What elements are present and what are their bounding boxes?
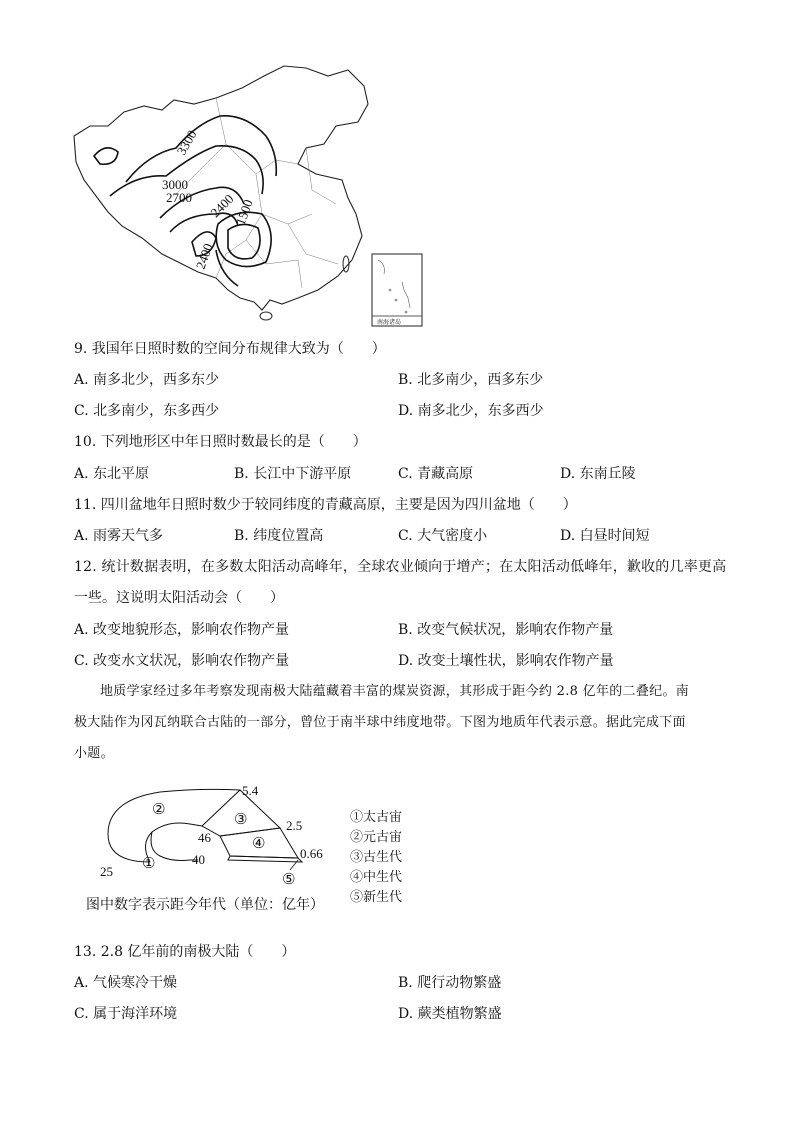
q9-option-a[interactable]: A. 南多北少，西多东少 — [74, 372, 220, 388]
isoline-label-1500: 1500 — [232, 197, 256, 228]
hainan-island — [260, 312, 272, 320]
q11-stem: 11. 四川盆地年日照时数少于较同纬度的青藏高原，主要是因为四川盆地（ ） — [74, 497, 577, 513]
q10-stem: 10. 下列地形区中年日照时数最长的是（ ） — [74, 434, 367, 450]
time-25: 25 — [100, 864, 113, 879]
inset-label: 南海诸岛 — [377, 319, 402, 326]
q13-option-a[interactable]: A. 气候寒冷干燥 — [74, 975, 178, 991]
legend-proterozoic: ②元古宙 — [350, 830, 403, 845]
legend-paleozoic: ③古生代 — [350, 850, 403, 865]
section-mark-3: ③ — [234, 810, 248, 828]
time-46: 46 — [198, 830, 211, 845]
q12-option-a[interactable]: A. 改变地貌形态，影响农作物产量 — [74, 622, 290, 638]
q9-option-b[interactable]: B. 北多南少，西多东少 — [398, 372, 544, 388]
legend-cenozoic: ⑤新生代 — [350, 890, 403, 905]
q10-option-d[interactable]: D. 东南丘陵 — [560, 466, 636, 482]
section-mark-4: ④ — [252, 834, 266, 852]
china-sunshine-map — [66, 64, 432, 330]
passage-line-3: 小题。 — [74, 746, 114, 761]
geologic-time-diagram — [90, 780, 340, 890]
time-2-5: 2.5 — [286, 818, 303, 833]
band-cenozoic — [228, 856, 302, 862]
time-40: 40 — [192, 852, 205, 867]
q12-option-d[interactable]: D. 改变土壤性状，影响农作物产量 — [398, 653, 614, 669]
q13-option-b[interactable]: B. 爬行动物繁盛 — [398, 975, 502, 991]
q11-option-a[interactable]: A. 雨雾天气多 — [74, 528, 164, 544]
legend-mesozoic: ④中生代 — [350, 870, 403, 885]
q12-stem-line2: 一些。这说明太阳活动会（ ） — [74, 590, 284, 606]
q13-stem: 13. 2.8 亿年前的南极大陆（ ） — [74, 944, 296, 960]
passage-line-1: 地质学家经过多年考察发现南极大陆蕴藏着丰富的煤炭资源，其形成于距今约 2.8 亿年的二叠纪。南 — [100, 684, 690, 699]
section-mark-2: ② — [152, 800, 166, 818]
isoline-label-3000: 3000 — [162, 177, 188, 192]
isoline-label-2400: 2400 — [207, 191, 237, 221]
q10-option-b[interactable]: B. 长江中下游平原 — [234, 466, 352, 482]
isoline-label-3300: 3300 — [173, 127, 200, 158]
q12-stem-line1: 12. 统计数据表明，在多数太阳活动高峰年，全球农业倾向于增产；在太阳活动低峰年，歉收的几率更高 — [74, 559, 727, 575]
passage-line-2: 极大陆作为冈瓦纳联合古陆的一部分，曾位于南半球中纬度地带。下图为地质年代表示意。据此完成下面 — [74, 715, 686, 730]
section-mark-1: ① — [142, 854, 156, 872]
time-0-66: 0.66 — [300, 846, 323, 861]
time-5-4: 5.4 — [242, 783, 259, 798]
isoline-label-2700: 2700 — [166, 190, 192, 205]
q9-stem: 9. 我国年日照时数的空间分布规律大致为（ ） — [74, 341, 386, 357]
q9-option-d[interactable]: D. 南多北少，东多西少 — [398, 403, 544, 419]
south-china-sea-inset — [372, 254, 422, 326]
diagram-caption: 图中数字表示距今年代（单位：亿年） — [86, 897, 324, 913]
q11-option-d[interactable]: D. 白昼时间短 — [560, 528, 650, 544]
section-mark-5: ⑤ — [282, 870, 296, 888]
q12-option-b[interactable]: B. 改变气候状况，影响农作物产量 — [398, 622, 614, 638]
q11-option-b[interactable]: B. 纬度位置高 — [234, 528, 324, 544]
q10-option-c[interactable]: C. 青藏高原 — [398, 466, 474, 482]
legend-archean: ①太古宙 — [350, 810, 403, 825]
q11-option-c[interactable]: C. 大气密度小 — [398, 528, 488, 544]
spiral-outer — [108, 789, 240, 862]
q9-option-c[interactable]: C. 北多南少，东多西少 — [74, 403, 220, 419]
q13-option-c[interactable]: C. 属于海洋环境 — [74, 1006, 178, 1022]
q12-option-c[interactable]: C. 改变水文状况，影响农作物产量 — [74, 653, 290, 669]
q13-option-d[interactable]: D. 蕨类植物繁盛 — [398, 1006, 502, 1022]
q10-option-a[interactable]: A. 东北平原 — [74, 466, 150, 482]
isoline-label-2400-south: 2400 — [192, 241, 216, 272]
